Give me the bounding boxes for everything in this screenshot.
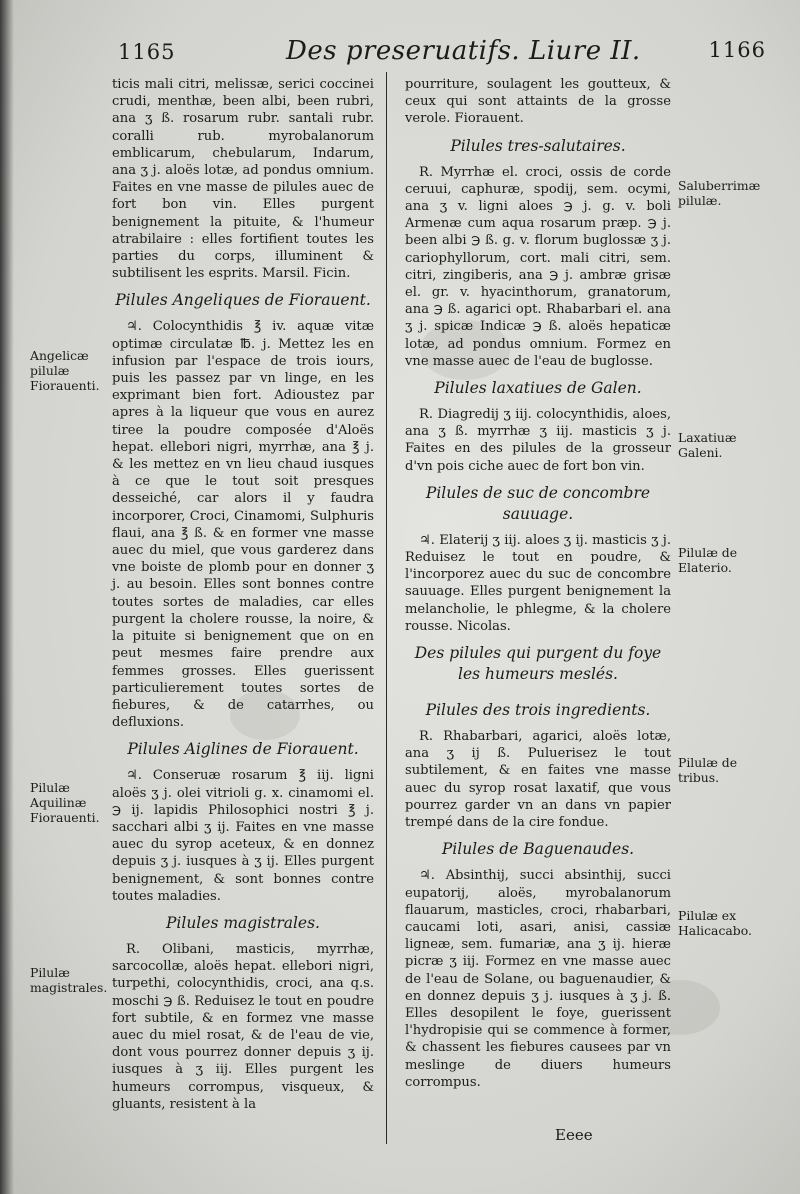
right-intro-paragraph: pourriture, soulagent les goutteux, & ceux qui sont attaints de la grosse verole. Fiorauent. [405, 77, 671, 127]
section-paragraph: ♃. Absinthij, succi absinthij, succi eupatorij, aloës, myrobalanorum flauarum, masticles, croci, rhabarbari, caucami loti, asari, anisi, cassiæ ligneæ, sem. fumariæ, ana ʒ ij. hieræ picræ ʒ iij. Formez en vne masse auec de l'eau de Solane, ou baguenaudier, & en donnez depuis ʒ j. iusques à ʒ j. ß. Elles desopilent le foye, guerissent l'hydropisie qui se commence à former, & chassent les fiebures causees par vn meslinge de diuers humeurs corrompus. [405, 868, 671, 1090]
margin-note-laxatiuae: Laxatiuæ Galeni. [678, 430, 737, 460]
section-paragraph: R. Olibani, masticis, myrrhæ, sarcocollæ, aloës hepat. ellebori nigri, turpethi, colocynthidis, croci, ana q.s. moschi ℈ ß. Reduisez le tout en poudre fort subtile, & en formez vne masse auec du miel rosat, & de l'eau de vie, dont vous pourrez donner depuis ʒ ij. iusques à ʒ iij. Elles purgent les humeurs corrompus, visqueux, & gluants, resistent à la [112, 941, 374, 1112]
section-paragraph: R. Myrrhæ el. croci, ossis de corde ceruui, caphuræ, spodij, sem. ocymi, ana ʒ v. ligni aloes ℈ j. g. v. boli Armenæ cum aqua rosarum præp. ℈ j. been albi ℈ ß. g. v. florum buglossæ ʒ j. cariophyllorum, cort. mali citri, sem. citri, zingiberis, ana ℈ j. ambræ grisæ el. gr. v. hyacinthorum, granatorum, ana ℈ ß. agarici opt. Rhabarbari el. ana ʒ j. spicæ Indicæ ℈ ß. aloës hepaticæ lotæ, ad pondus omnium. Formez en vne masse auec de l'eau de buglosse. [405, 164, 671, 369]
margin-note-aquilinae: Pilulæ Aquilinæ Fiorauenti. [30, 780, 100, 825]
margin-note-angelicae: Angelicæ pilulæ Fiorauenti. [30, 348, 100, 393]
section-paragraph: ♃. Elaterij ʒ iij. aloes ʒ ij. masticis ʒ j. Reduisez le tout en poudre, & l'incorporez auec du suc de concombre sauuage. Elles purgent benignement la melancholie, le phlegme, & la cholere rousse. Nicolas. [405, 532, 671, 634]
left-intro-paragraph: ticis mali citri, melissæ, serici coccinei crudi, menthæ, been albi, been rubri, ana ʒ ß. rosarum rubr. santali rubr. coralli rub. myrobalanorum emblicarum, chebularum, Indarum, ana ʒ j. aloës lotæ, ad pondus omnium. Faites en vne masse de pilules auec de fort bon vin. Elles purgent benignement la pituite, & l'humeur atrabilaire : elles fortifient toutes les parties du corps, illuminent & subtilisent les esprits. Marsil. Ficin. [112, 77, 374, 282]
running-header [118, 34, 778, 68]
section-heading: Pilules magistrales. [165, 913, 320, 932]
section-heading: Pilules tres-salutaires. [450, 136, 626, 155]
chapter-heading: Des pilules qui purgent du foye les humeurs meslés. [414, 644, 662, 684]
column-divider [386, 72, 387, 1144]
margin-note-saluberrimae: Saluberrimæ pilulæ. [678, 178, 761, 208]
section-heading: Pilules laxatiues de Galen. [434, 379, 642, 398]
section-paragraph: ♃. Colocynthidis ℥ iv. aquæ vitæ optimæ circulatæ ℔. j. Mettez les en infusion par l'espace de trois iours, puis les passez par vn linge, en les exprimant bien fort. Adioustez par apres à la liqueur que vous en aurez tiree la poudre composée d'Aloës hepat. ellebori nigri, myrrhæ, ana ℥ j. & les mettez en vn lieu chaud iusques à ce que le tout soit presques desseiché, car alors il y faudra incorporer, Croci, Cinamomi, Sulphuris flaui, ana ℥ ß. & en former vne masse auec du miel, que vous garderez dans vne boiste de plomb pour en donner ʒ j. au besoin. Elles sont bonnes contre toutes sortes de maladies, car elles purgent la cholere rousse, la noire, & la pituite si benignement que on en peut mesmes faire prendre aux femmes grosses. Elles guerissent particulierement toutes sortes de fiebures, & de catarrhes, ou defluxions. [112, 319, 374, 731]
page-number-right: 1166 [708, 38, 766, 62]
section-heading: Pilules des trois ingredients. [425, 701, 651, 720]
section-heading: Pilules de suc de concombre sauuage. [425, 483, 651, 523]
margin-note-elaterio: Pilulæ de Elaterio. [678, 545, 738, 575]
section-paragraph: R. Rhabarbari, agarici, aloës lotæ, ana ʒ ij ß. Puluerisez le tout subtilement, & en faites vne masse auec du syrop rosat laxatif, que vous pourrez garder vn an dans vn papier trempé dans de la cire fondue. [405, 729, 671, 831]
section-heading: Pilules Angeliques de Fiorauent. [115, 291, 371, 310]
section-paragraph: ♃. Conseruæ rosarum ℥ iij. ligni aloës ʒ j. olei vitrioli g. x. cinamomi el. ℈ ij. lapidis Philosophici nostri ℥ j. sacchari albi ʒ ij. Faites en vne masse auec du syrop aceteux, & en donnez depuis ʒ j. iusques à ʒ ij. Elles purgent benignement, & sont bonnes contre toutes maladies. [112, 768, 374, 904]
margin-note-magistrales: Pilulæ magistrales. [30, 965, 108, 995]
section-heading: Pilules Aiglines de Fiorauent. [127, 740, 359, 759]
section-paragraph: R. Diagredij ʒ iij. colocynthidis, aloes, ana ʒ ß. myrrhæ ʒ iij. masticis ʒ j. Faites en des pilules de la grosseur d'vn pois ciche auec de fort bon vin. [405, 407, 671, 474]
left-column [112, 76, 374, 1113]
right-column [405, 76, 671, 1091]
margin-note-tribus: Pilulæ de tribus. [678, 755, 738, 785]
signature-mark: Eeee [555, 1126, 593, 1144]
section-heading: Pilules de Baguenaudes. [441, 840, 635, 859]
running-title: Des preseruatifs. Liure II. [286, 36, 641, 66]
margin-note-halicacabo: Pilulæ ex Halicacabo. [678, 908, 752, 938]
page-number-left: 1165 [118, 40, 176, 64]
